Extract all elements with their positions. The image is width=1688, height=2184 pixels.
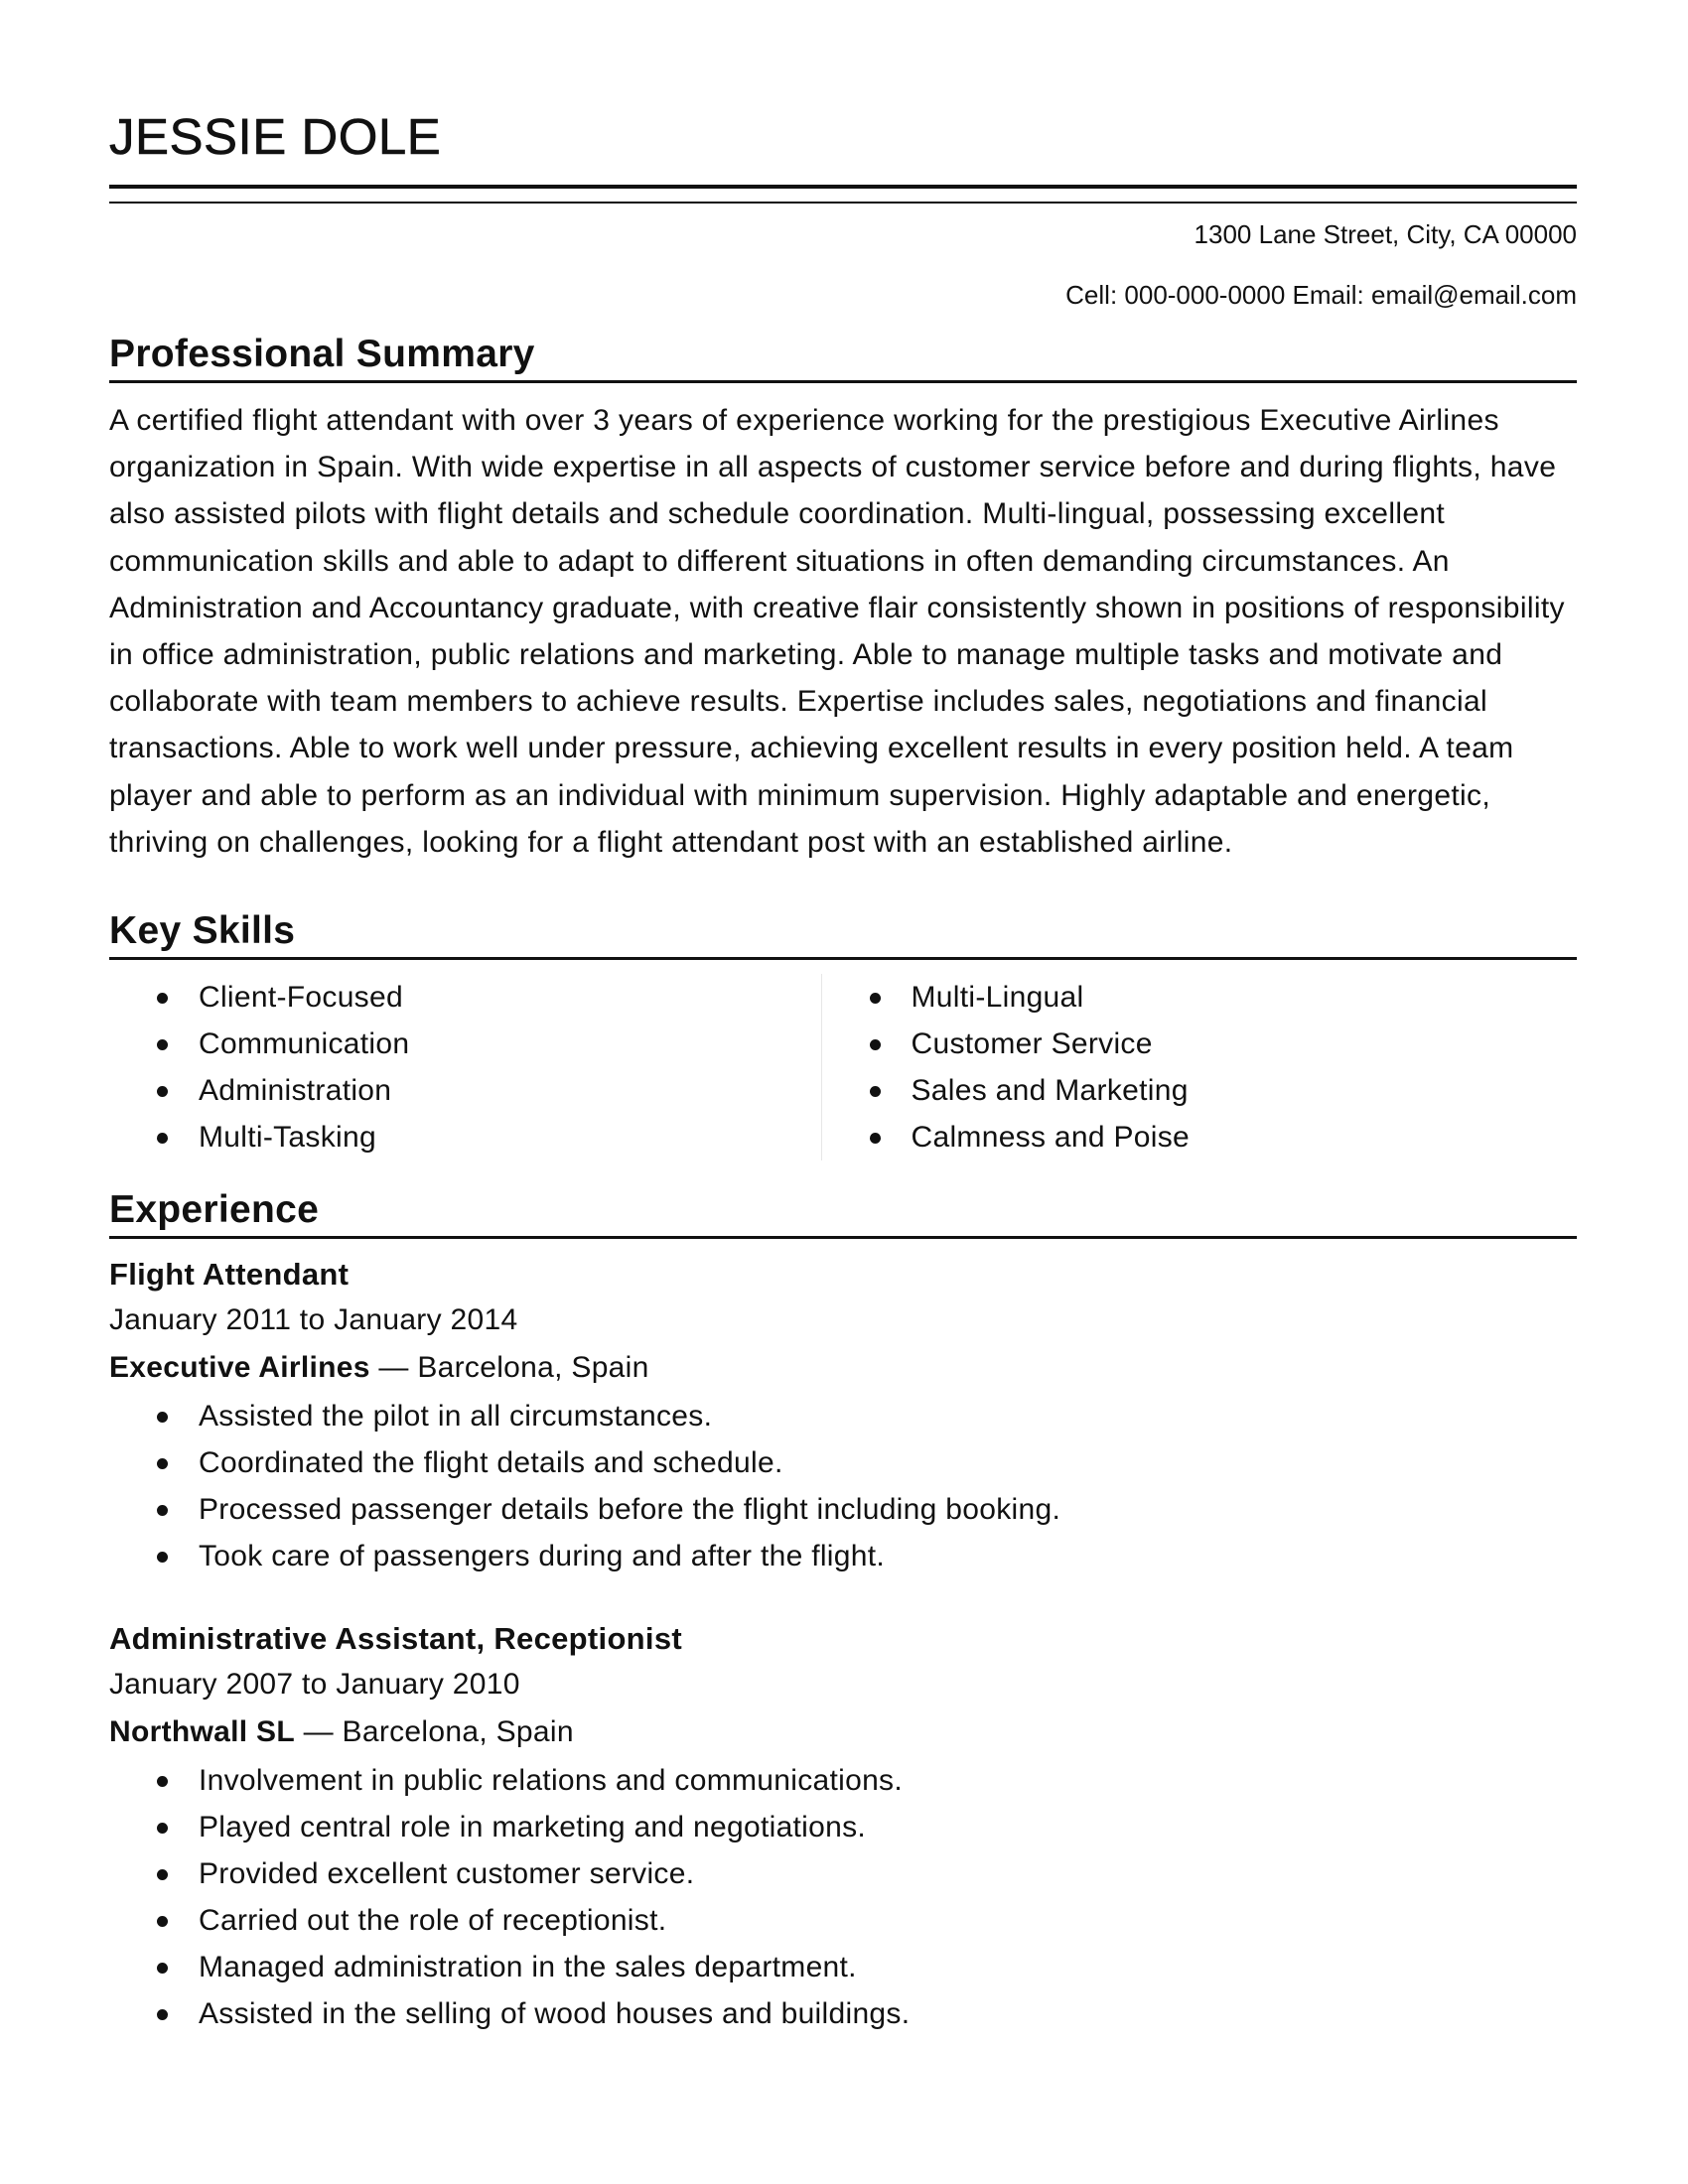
job-employer-line (109, 1707, 1577, 1757)
bullet-icon (157, 1412, 168, 1423)
bullet-icon (157, 1133, 168, 1144)
skills-column-left (109, 974, 822, 1160)
employer-location: Barcelona, Spain (417, 1351, 649, 1385)
skills-divider (109, 957, 1577, 960)
skill-item (109, 974, 821, 1021)
employer-separator: — (294, 1715, 343, 1749)
bullet-icon (870, 1133, 881, 1144)
bullet-icon (157, 1505, 168, 1516)
skill-item (109, 1114, 821, 1160)
bullet-icon (870, 993, 881, 1004)
duty-item (109, 1897, 1577, 1944)
bullet-icon (157, 1869, 168, 1880)
skill-item (866, 1021, 1578, 1067)
duty-text: Assisted the pilot in all circumstances. (199, 1400, 713, 1433)
bullet-icon (157, 1916, 168, 1927)
experience-heading: Experience (109, 1188, 320, 1232)
bullet-icon (870, 1039, 881, 1050)
summary-heading: Professional Summary (109, 333, 535, 375)
candidate-name: JESSIE DOLE (109, 108, 442, 165)
job-title: Flight Attendant (109, 1257, 350, 1293)
skill-item (109, 1021, 821, 1067)
bullet-icon (157, 1552, 168, 1563)
duty-text: Played central role in marketing and negotiations. (199, 1811, 867, 1844)
bullet-icon (157, 2009, 168, 2020)
skill-label: Multi-Lingual (911, 981, 1084, 1015)
job-entry (109, 1617, 1577, 2037)
skill-label: Customer Service (911, 1027, 1153, 1061)
employer-separator: — (369, 1351, 418, 1385)
skills-heading: Key Skills (109, 909, 296, 953)
duty-item (109, 1533, 1577, 1579)
skills-list-left (109, 974, 821, 1160)
employer-name: Executive Airlines (109, 1351, 370, 1385)
duty-text: Took care of passengers during and after the flight. (199, 1540, 886, 1573)
duty-text: Coordinated the flight details and schedule. (199, 1446, 783, 1480)
experience-divider (109, 1236, 1577, 1239)
job-entry (109, 1253, 1577, 1579)
job-dates: January 2011 to January 2014 (109, 1303, 518, 1337)
job-employer-line (109, 1343, 1577, 1393)
duty-list (109, 1393, 1577, 1579)
skill-label: Calmness and Poise (911, 1121, 1191, 1155)
bullet-icon (157, 993, 168, 1004)
name-divider (109, 185, 1577, 204)
skill-label: Multi-Tasking (199, 1121, 376, 1155)
duty-text: Involvement in public relations and communications. (199, 1764, 903, 1798)
skill-item (866, 1114, 1578, 1160)
duty-item (109, 1990, 1577, 2037)
resume-page (109, 107, 1577, 2037)
skill-label: Communication (199, 1027, 410, 1061)
bullet-icon (157, 1039, 168, 1050)
bullet-icon (157, 1458, 168, 1469)
bullet-icon (870, 1086, 881, 1097)
address-line: 1300 Lane Street, City, CA 00000 (1194, 219, 1577, 249)
duty-item (109, 1439, 1577, 1486)
experience-section (109, 1186, 1577, 2037)
duty-item (109, 1850, 1577, 1897)
summary-divider (109, 380, 1577, 383)
duty-item (109, 1804, 1577, 1850)
job-title: Administrative Assistant, Receptionist (109, 1621, 682, 1657)
duty-text: Carried out the role of receptionist. (199, 1904, 667, 1938)
duty-text: Assisted in the selling of wood houses and buildings. (199, 1997, 911, 2031)
bullet-icon (157, 1776, 168, 1787)
duty-text: Managed administration in the sales department. (199, 1951, 857, 1984)
summary-text: A certified flight attendant with over 3 years of experience working for the prestigious Executive Airlines organization in Spain. With wide expertise in all aspects of customer service before and during flights, have also assisted pilots with flight details and schedule coordination. Multi-lingual, possessing excellent communication skills and able to adapt to different situations in often demanding circumstances. An Administration and Accountancy graduate, with creative flair consistently shown in positions of responsibility in office administration, public relations and marketing. Able to manage multiple tasks and motivate and collaborate with team members to achieve results. Expertise includes sales, negotiations and financial transactions. Able to work well under pressure, achieving excellent results in every position held. A team player and able to perform as an individual with minimum supervision. Highly adaptable and energetic, thriving on challenges, looking for a flight attendant post with an established airline. (109, 404, 1565, 859)
duty-item (109, 1486, 1577, 1533)
skills-column-right (822, 974, 1578, 1160)
duty-text: Provided excellent customer service. (199, 1857, 695, 1891)
employer-location: Barcelona, Spain (342, 1715, 574, 1749)
bullet-icon (157, 1086, 168, 1097)
skill-label: Administration (199, 1074, 392, 1108)
summary-section (109, 331, 1577, 866)
duty-item (109, 1757, 1577, 1804)
skill-label: Client-Focused (199, 981, 403, 1015)
job-dates: January 2007 to January 2010 (109, 1668, 520, 1702)
duty-list (109, 1757, 1577, 2037)
duty-item (109, 1944, 1577, 1990)
contact-block (109, 209, 1577, 331)
skill-item (866, 1067, 1578, 1114)
skill-label: Sales and Marketing (911, 1074, 1189, 1108)
duty-item (109, 1393, 1577, 1439)
duty-text: Processed passenger details before the flight including booking. (199, 1493, 1061, 1527)
bullet-icon (157, 1823, 168, 1834)
employer-name: Northwall SL (109, 1715, 295, 1749)
skill-item (866, 974, 1578, 1021)
skills-grid (109, 974, 1577, 1160)
bullet-icon (157, 1963, 168, 1974)
skills-section (109, 907, 1577, 1160)
phone-email-line: Cell: 000-000-0000 Email: email@email.com (1065, 280, 1577, 310)
skill-item (109, 1067, 821, 1114)
skills-list-right (866, 974, 1578, 1160)
